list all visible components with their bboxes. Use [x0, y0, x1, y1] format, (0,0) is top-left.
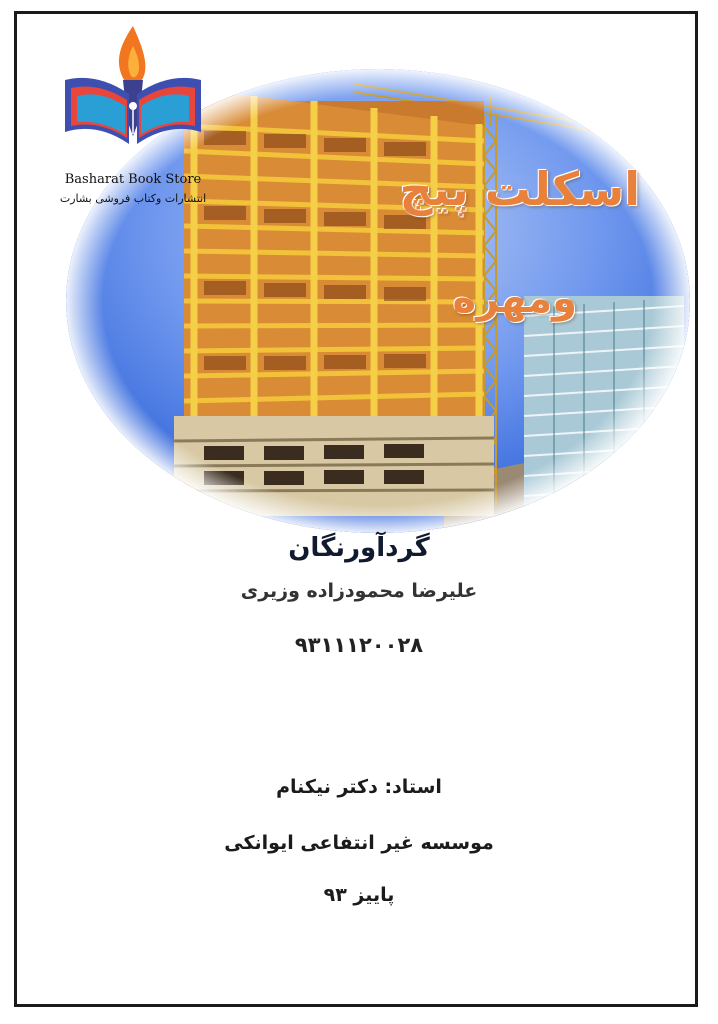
- semester-line: پاییز ۹۳: [323, 884, 395, 906]
- book-flame-icon: [57, 24, 209, 169]
- store-logo: [57, 24, 209, 216]
- instructor-line: استاد: دکتر نیکنام: [276, 776, 442, 798]
- cover-title-line2: ومهره: [452, 276, 577, 322]
- student-id: ۹۳۱۱۱۲۰۰۲۸: [294, 633, 424, 657]
- compilers-heading: گردآورنگان: [288, 533, 430, 563]
- author-name: علیرضا محمودزاده وزیری: [240, 580, 478, 602]
- page-frame: [14, 11, 698, 1007]
- logo-store-name: Basharat Book Store: [64, 172, 202, 187]
- logo-store-subtitle: انتشارات وکتاب فروشی بشارت: [59, 192, 207, 205]
- cover-title-line1: اسکلت پیچ: [399, 162, 640, 216]
- institute-line: موسسه غیر انتفاعی ایوانکی: [224, 832, 494, 854]
